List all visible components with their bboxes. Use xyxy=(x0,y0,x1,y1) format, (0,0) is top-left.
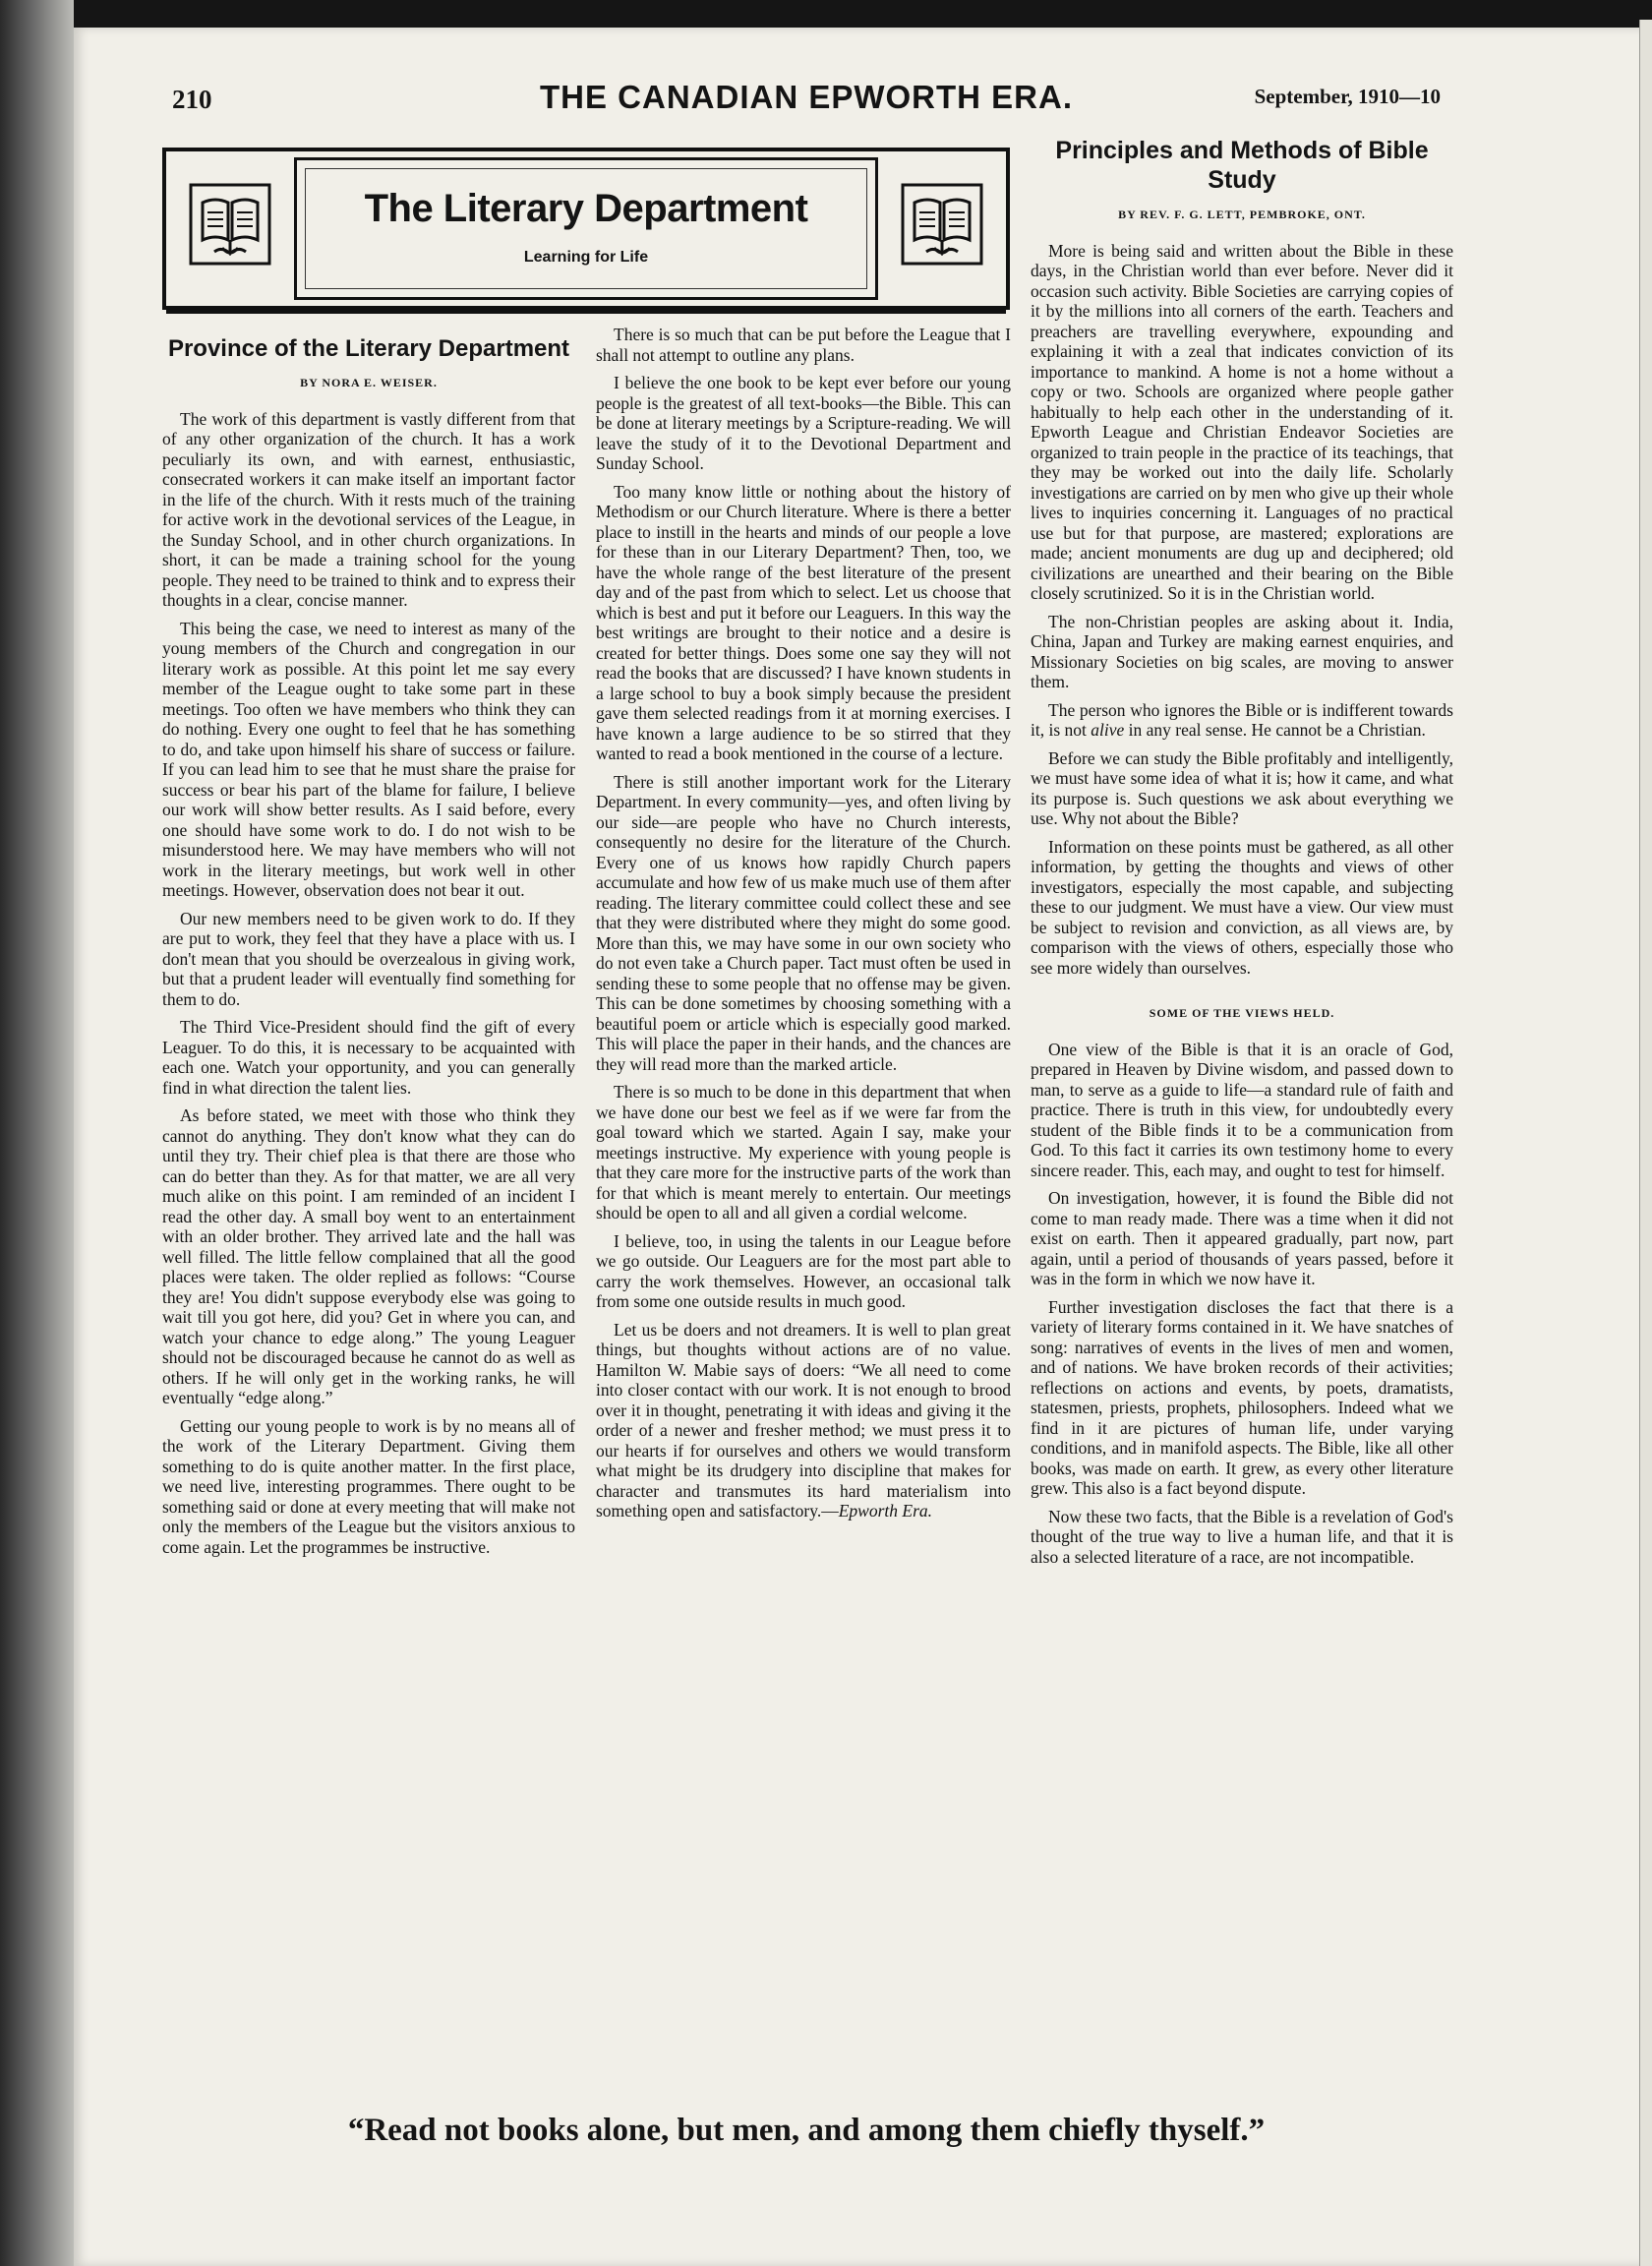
paragraph: Information on these points must be gathered, as all other information, by getting the thoughts and views of other investigators, especially the most capable, and subjecting these to our judgment. We must have a view. Our view must be subject to revision and conviction, as all views are, by comparison with the views of others, especially those who see more widely than ourselves. xyxy=(1031,836,1453,978)
masthead: THE CANADIAN EPWORTH ERA. xyxy=(540,79,1073,115)
department-title: The Literary Department xyxy=(364,187,808,230)
paragraph: Getting our young people to work is by no means all of the work of the Literary Department. Giving them something to do is quite another matter. In the first place, we need live, interesting programmes. There ought to be something said or done at every meeting that will make not only the members of the League but the visitors anxious to come again. Let the programmes be instructive. xyxy=(162,1415,575,1557)
open-book-icon xyxy=(901,183,983,266)
paragraph: The work of this department is vastly different from that of any other organization of the church. It has a work peculiarly its own, and with earnest, enthusiastic, consecrated workers it can make itself an important factor in the life of the church. With it rests much of the training for active work in the devotional services of the League, in the Sunday School, and in other church organizations. In short, it can be made a training school for the young people. They need to be trained to think and to express their thoughts in a clear, concise manner. xyxy=(162,408,575,610)
paragraph xyxy=(1031,700,1453,741)
department-subtitle: Learning for Life xyxy=(523,249,649,266)
book-binding xyxy=(0,0,74,2266)
paragraph: There is still another important work for the Literary Department. In every community—yes, and often living by our side—are people who have no Church interests, consequently no desire for the literature of the Church. Every one of us knows how rapidly Church papers accumulate and how few of us make much use of them after reading. The literary committee could collect these and see that they were distributed where they might do some good. More than this, we may have some in our own society who do not even take a Church paper. Tact must often be used in sending these to some people that no offense may be given. This can be done sometimes by choosing something with a beautiful poem or article which is especially good marked. This will place the paper in their hands, and the chances are they will read more than the marked article. xyxy=(596,771,1011,1074)
footer-quote: “Read not books alone, but men, and among them chiefly thyself.” xyxy=(347,2113,1266,2148)
paragraph: I believe, too, in using the talents in our League before we go outside. Our Leaguers are for the most part able to carry the work themselves. However, an occasional talk from some one outside results in much good. xyxy=(596,1230,1011,1311)
banner-title-box xyxy=(294,157,878,300)
paragraph xyxy=(596,1320,1011,1521)
byline: BY NORA E. WEISER. xyxy=(300,376,438,389)
paragraph: Before we can study the Bible profitably and intelligently, we must have some idea of what it is; how it came, and what its purpose is. Such questions we ask about everything we use. Why not about the Bible? xyxy=(1031,747,1453,828)
paragraph: This being the case, we need to interest as many of the young members of the Church and congregation in our literary work as possible. At this point let me say every member of the League ought to take some part in these meetings. Too often we have members who think they can do nothing. Every one ought to feel that he has something to do, and take upon himself his share of success or failure. If you can lead him to see that he must share the praise for success or bear his part of the blame for failure, I believe our work will show better results. As I said before, every one should have some work to do. I do not wish to be misunderstood here. We may have members who will not work in the literary meetings, but work well in other meetings. However, observation does not bear it out. xyxy=(162,618,575,900)
paragraph: As before stated, we meet with those who think they cannot do anything. They don't know what they can do until they try. Their chief plea is that there are those who can do better than they. As for that matter, we are all very much alike on this point. I am reminded of an incident I read the other day. A small boy went to an entertainment with an older brother. They arrived late and the hall was well filled. The little fellow complained that all the good places were taken. The older replied as follows: “Course they are! You didn't suppose everybody else was going to wait till you got here, did you? Get in where you can, and watch your chance to edge along.” The young Leaguer should not be discouraged because he cannot do as well as others. If he will only get in the working ranks, he will eventually “edge along.” xyxy=(162,1105,575,1407)
banner-rule xyxy=(166,310,1006,314)
paragraph-text: The person who ignores the Bible or is indifferent towards it, is not xyxy=(1031,699,1453,740)
paragraph: The non-Christian peoples are asking about it. India, China, Japan and Turkey are making earnest enquiries, and Missionary Societies on big scales, are moving to answer them. xyxy=(1031,611,1453,691)
next-page-edge xyxy=(1639,20,1652,2266)
paragraph: On investigation, however, it is found the Bible did not come to man ready made. There was a time when it did not exist on earth. Then it appeared gradually, part now, part again, until a period of thousands of years passed, before it was in the form in which we now have it. xyxy=(1031,1188,1453,1288)
paragraph: Our new members need to be given work to do. If they are put to work, they feel that they have a place with us. I don't mean that you should be overzealous in giving work, but that a prudent leader will eventually find something for them to do. xyxy=(162,908,575,1009)
scan-top-edge xyxy=(74,0,1652,28)
paragraph: Too many know little or nothing about the history of Methodism or our Church literature. Where is there a better place to instill in the hearts and minds of our people a love for these than in our Literary Department? Then, too, we have the whole range of the best literature of the present day and of the past from which to select. Let us choose that which is best and put it before our Leaguers. In this way the best writings are brought to their notice and a desire is created for better things. Does some one say they will not read the books that are discussed? I have known students in a large school to buy a book simply because the president gave them selected readings from it at morning exercises. I have known a large audience to be so stirred that they wanted to read a book mentioned in the course of a lecture. xyxy=(596,481,1011,763)
column-2 xyxy=(596,325,1011,1529)
paragraph: Now these two facts, that the Bible is a revelation of God's thought of the true way to live a human life, and that it is also a selected literature of a race, are not incompatible. xyxy=(1031,1506,1453,1567)
paragraph: I believe the one book to be kept ever before our young people is the greatest of all text-books—the Bible. This can be done at literary meetings by a Scripture-reading. We will leave the study of it to the Devotional Department and Sunday School. xyxy=(596,373,1011,473)
page-number: 210 xyxy=(172,85,212,114)
section-subhead: SOME OF THE VIEWS HELD. xyxy=(1149,1006,1335,1020)
paragraph: One view of the Bible is that it is an oracle of God, prepared in Heaven by Divine wisdom, and passed down to man, to serve as a guide to life—a standard rule of faith and practice. There is truth in this view, for undoubtedly every student of the Bible finds it to be a communication from God. To this fact it carries its own testimony home to every sincere reader. This, each may, and ought to test for himself. xyxy=(1031,1039,1453,1180)
paragraph: There is so much to be done in this department that when we have done our best we feel as if we were far from the goal toward which we started. Again I say, make your meetings instructive. My experience with young people is that they care more for the instructive parts of the work than for that which is meant merely to entertain. Our meetings should be open to all and all given a cordial welcome. xyxy=(596,1082,1011,1222)
column-3 xyxy=(1031,136,1453,1575)
paragraph: The Third Vice-President should find the gift of every Leaguer. To do this, it is necessary to be acquainted with each one. Watch your opportunity, and you can generally find in what direction the talent lies. xyxy=(162,1017,575,1098)
byline: BY REV. F. G. LETT, PEMBROKE, ONT. xyxy=(1118,208,1366,221)
paragraph-text: Let us be doers and not dreamers. It is well to plan great things, but thoughts without actions are of no value. Hamilton W. Mabie says of doers: “We all need to come into closer contact with our work. It is not enough to brood over it in thought, penetrating it with ideas and giving it the order of a newer and fresher method; we must press it to our hearts if for ourselves and others we would transform what might be its drudgery into discipline that makes for character and transmutes its hard materialism into something open and satisfactory.— xyxy=(596,1319,1011,1521)
paragraph: There is so much that can be put before the League that I shall not attempt to outline any plans. xyxy=(596,325,1011,365)
issue-date: September, 1910—10 xyxy=(1254,85,1441,108)
running-header xyxy=(172,79,1441,118)
article-title: Province of the Literary Department xyxy=(167,335,570,362)
emphasis: alive xyxy=(1091,720,1125,740)
paragraph: Further investigation discloses the fact that there is a variety of literary forms contained in it. We have snatches of song: narratives of events in the lives of men and women, and of nations. We have broken records of their activities; reflections on actions and events, by poets, dramatists, statesmen, priests, prophets, philosophers. Indeed what we find in it are pictures of human life, under varying conditions, and in manifold aspects. The Bible, like all other books, was made on earth. It grew, as every other literature grew. This also is a fact beyond dispute. xyxy=(1031,1296,1453,1498)
source-credit: Epworth Era. xyxy=(838,1501,933,1521)
paragraph: More is being said and written about the Bible in these days, in the Christian world than ever before. Never did it occasion such activity. Bible Societies are carrying copies of it by the millions into all corners of the earth. Teachers and preachers are travelling everywhere, expounding and explaining it with a zeal that indicates conviction of its importance to mankind. A home is not a home without a copy or two. Schools are organized where people gather habitually to help each other in the understanding of it. Epworth League and Christian Endeavor Societies are organized to train people in the practice of its teachings, that they may be worked out into the daily life. Scholarly investigations are carried on by men who give up their whole lives to inquiries concerning it. Languages of no practical use but for that purpose, are mastered; explorations are made; ancient monuments are dug up and deciphered; old civilizations are unearthed and their bearing on the Bible closely scrutinized. So it is in the Christian world. xyxy=(1031,240,1453,603)
open-book-icon xyxy=(189,183,271,266)
article-title: Principles and Methods of Bible Study xyxy=(1055,137,1429,194)
department-banner xyxy=(162,148,1010,310)
column-1 xyxy=(162,334,575,1565)
paragraph-text: in any real sense. He cannot be a Christian. xyxy=(1124,720,1426,740)
